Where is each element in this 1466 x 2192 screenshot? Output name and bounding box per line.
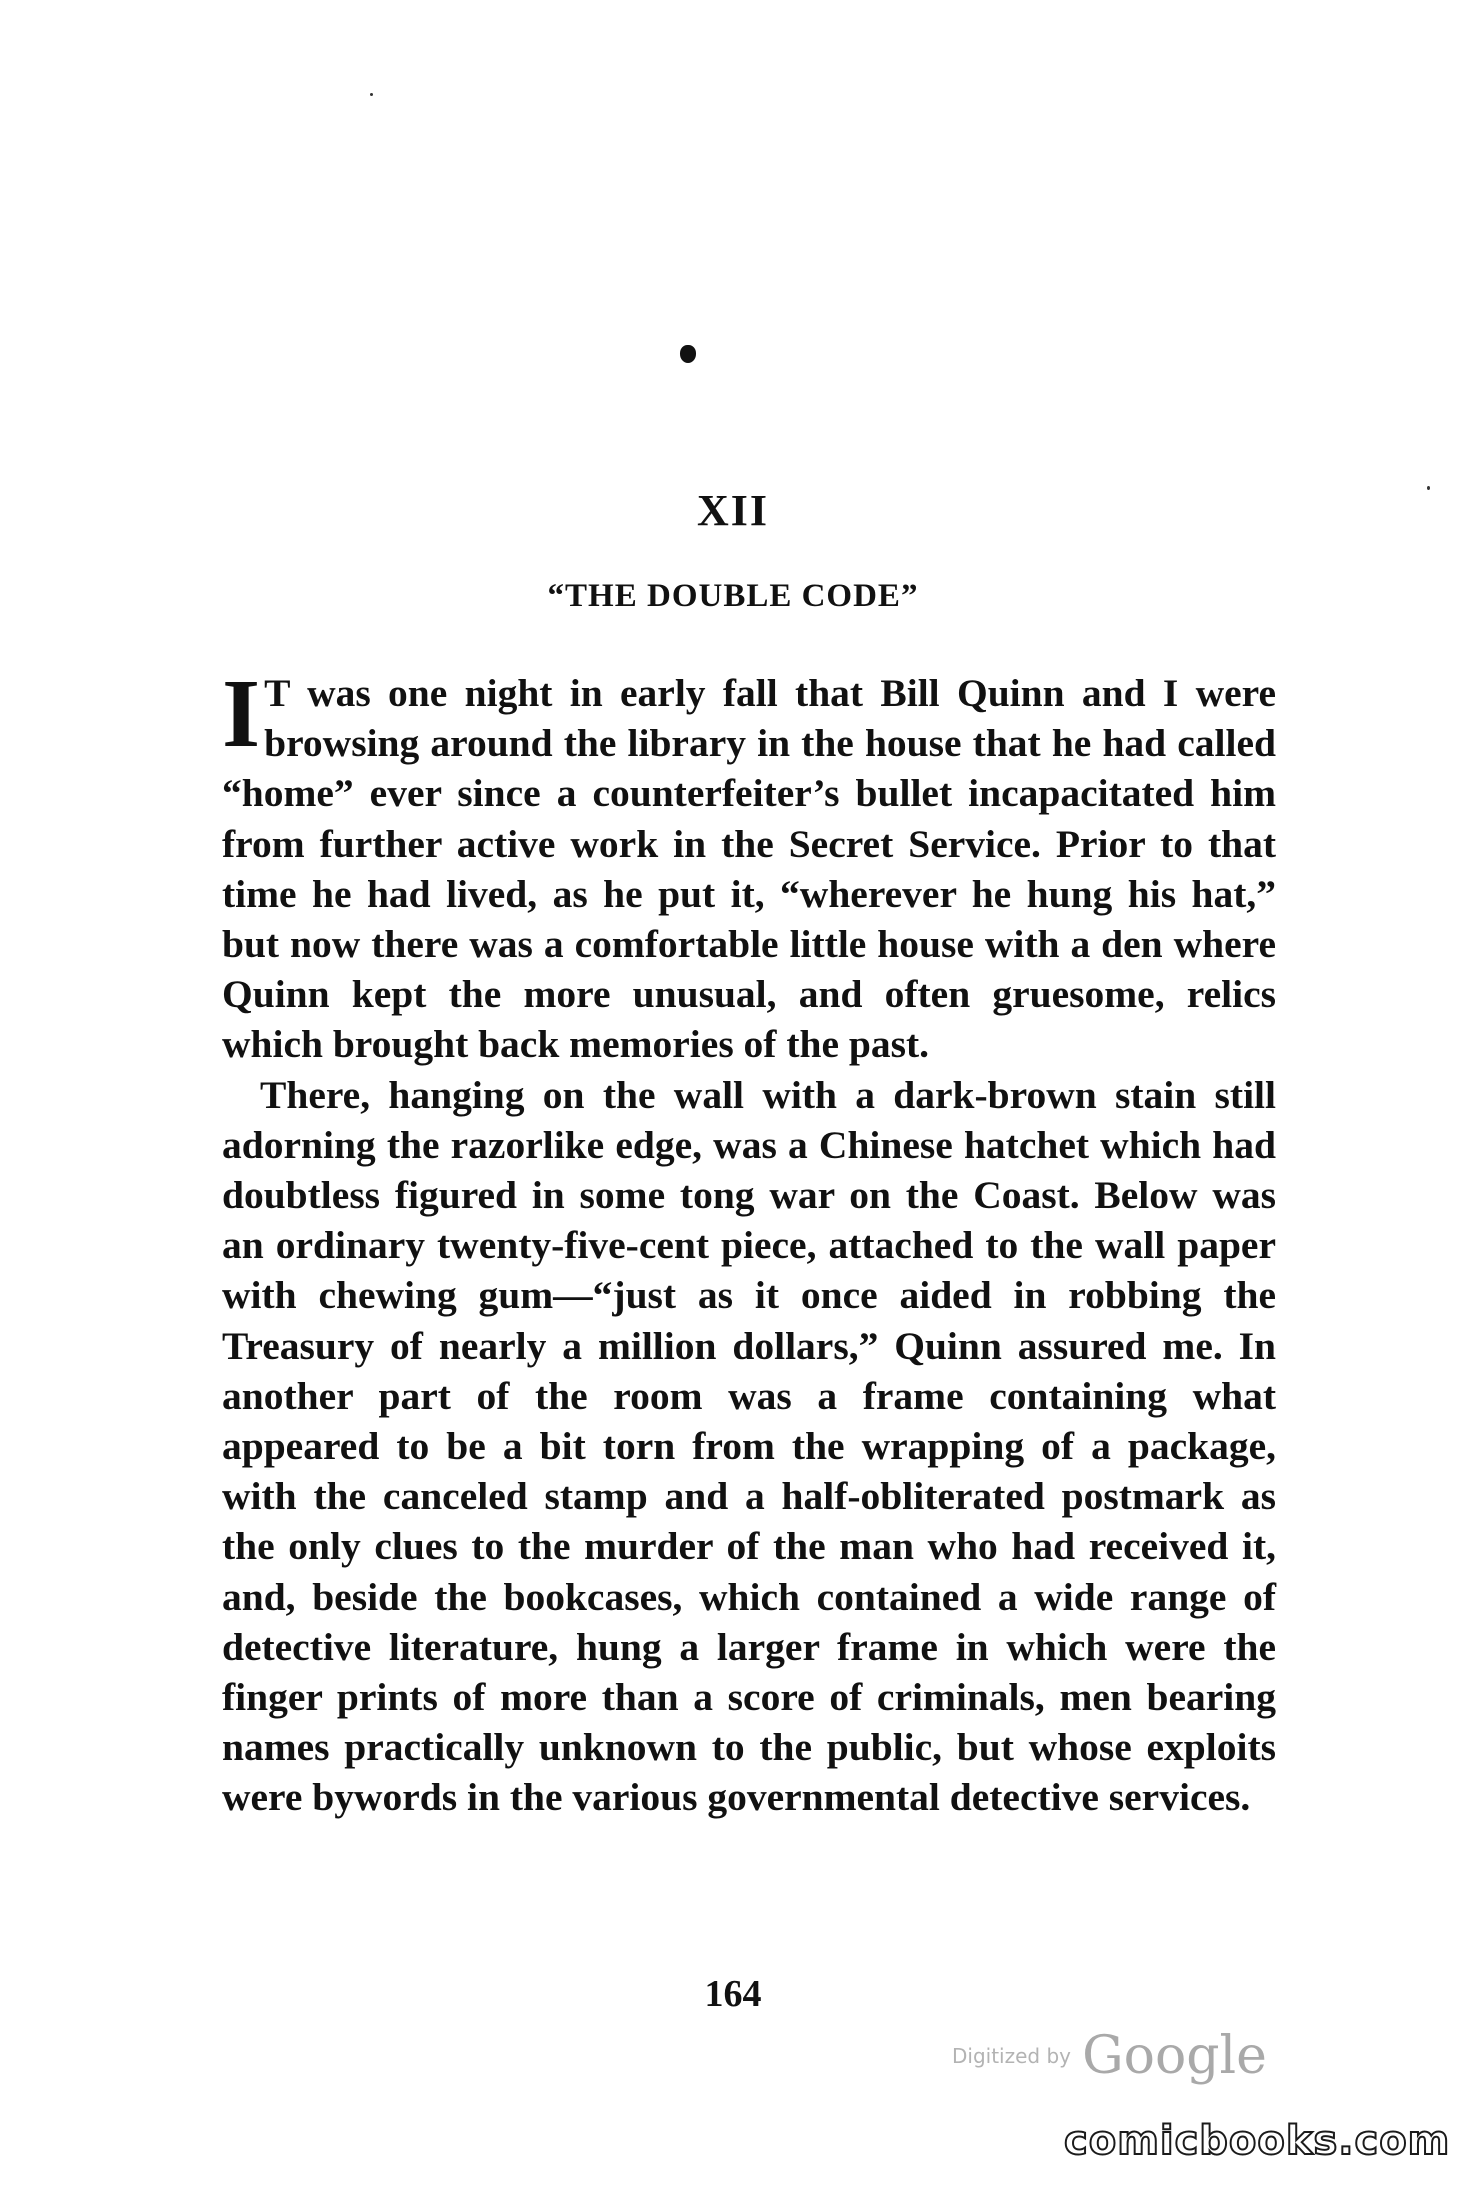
paragraph-1-text: T was one night in early fall that Bill Quinn and I were browsing around the library in the house that he had called “home” ever since a counterfeiter’s bullet incapacitated him from further active work in the Secret Service. Prior to that time he had lived, as he put it, “wherever he hung his hat,” but now there was a comfortable little house with a den where Quinn kept the more unusual, and often gruesome, relics which brought back memories of the past. [222,671,1276,1067]
digitized-by-google [952,2026,1267,2086]
digitized-prefix: Digitized by [952,2044,1071,2068]
watermark: comicbooks.com [1064,2118,1451,2164]
chapter-number: XII [696,486,770,535]
paragraph-2: There, hanging on the wall with a dark-brown stain still adorning the razorlike edge, was a Chinese hatchet which had doubtless figured in some tong war on the Coast. Below was an ordinary twenty-five-cent piece, attached to the wall paper with chewing gum—“just as it once aided in robbing the Treasury of nearly a million dollars,” Quinn assured me. In another part of the room was a frame containing what appeared to be a bit torn from the wrapping of a package, with the canceled stamp and a half-obliterated postmark as the only clues to the murder of the man who had received it, and, beside the bookcases, which contained a wide range of detective literature, hung a larger frame in which were the finger prints of more than a score of criminals, men bearing names practically unknown to the public, but whose exploits were bywords in the various governmental detective services. [222,1072,1276,1820]
ornament-dot [680,345,696,363]
body-text [222,660,1276,1823]
chapter-title: “THE DOUBLE CODE” [547,578,919,614]
drop-cap: I [222,660,261,768]
google-logo: Google [1082,2026,1267,2086]
page-number: 164 [704,1973,762,2015]
paragraph-1 [222,660,1276,1070]
scan-speck [370,93,373,96]
